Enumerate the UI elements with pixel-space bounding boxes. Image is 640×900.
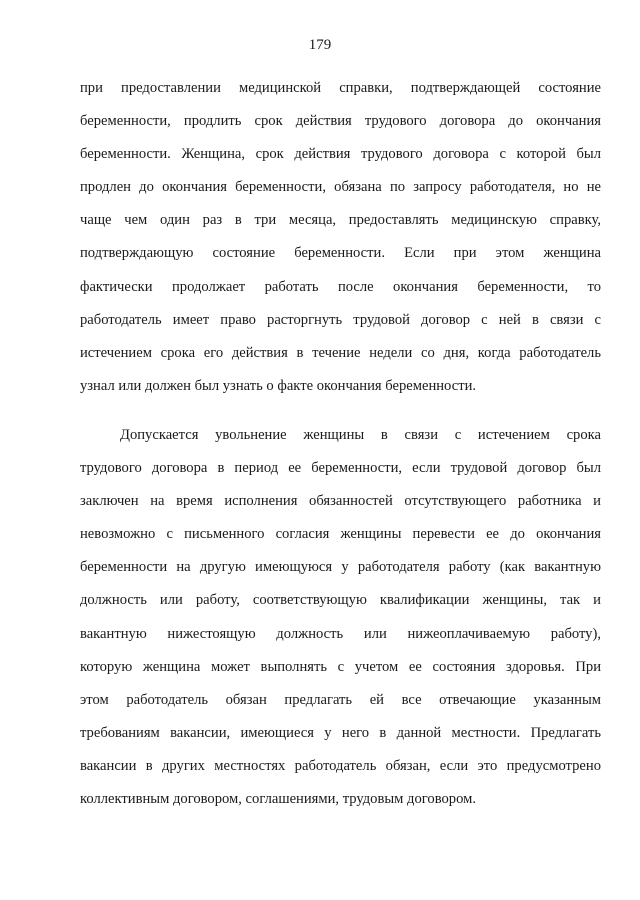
text-line: продлен до окончания беременности, обязана по запросу работодателя, но не — [80, 179, 601, 196]
text-line: этом работодатель обязан предлагать ей все отвечающие указанным — [80, 691, 601, 708]
text-line: истечением срока его действия в течение недели со дня, когда работодатель — [80, 344, 601, 361]
paragraph-2 — [80, 419, 601, 816]
text-line: невозможно с письменного согласия женщины перевести ее до окончания — [80, 526, 601, 543]
text-line: должность или работу, соответствующую квалификации женщины, так и — [80, 592, 601, 609]
text-line: при предоставлении медицинской справки, подтверждающей состояние — [80, 80, 601, 96]
text-line: беременности. Женщина, срок действия трудового договора с которой был — [80, 146, 601, 163]
paragraph-1 — [80, 72, 601, 403]
text-line: беременности, продлить срок действия трудового договора до окончания — [80, 113, 601, 130]
text-line: которую женщина может выполнять с учетом ее состояния здоровья. При — [80, 658, 601, 675]
text-line: чаще чем один раз в три месяца, предоставлять медицинскую справку, — [80, 212, 601, 229]
text-line: вакантную нижестоящую должность или нижеоплачиваемую работу), — [80, 625, 601, 642]
text-line: подтверждающую состояние беременности. Если при этом женщина — [80, 245, 601, 262]
text-line: трудового договора в период ее беременности, если трудовой договор был — [80, 460, 601, 477]
text-line: Допускается увольнение женщины в связи с истечением срока — [120, 427, 601, 443]
text-line: коллективным договором, соглашениями, трудовым договором. — [80, 791, 476, 808]
text-line: вакансии в других местностях работодатель обязан, если это предусмотрено — [80, 757, 601, 774]
text-line: работодатель имеет право расторгнуть трудовой договор с ней в связи с — [80, 311, 601, 328]
text-line: узнал или должен был узнать о факте окончания беременности. — [80, 377, 477, 394]
page-number: 179 — [308, 37, 332, 53]
text-line: заключен на время исполнения обязанностей отсутствующего работника и — [80, 493, 601, 510]
text-line: беременности на другую имеющуюся у работодателя работу (как вакантную — [80, 559, 601, 576]
text-line: требованиям вакансии, имеющиеся у него в данной местности. Предлагать — [80, 724, 601, 741]
text-line: фактически продолжает работать после окончания беременности, то — [80, 278, 601, 295]
